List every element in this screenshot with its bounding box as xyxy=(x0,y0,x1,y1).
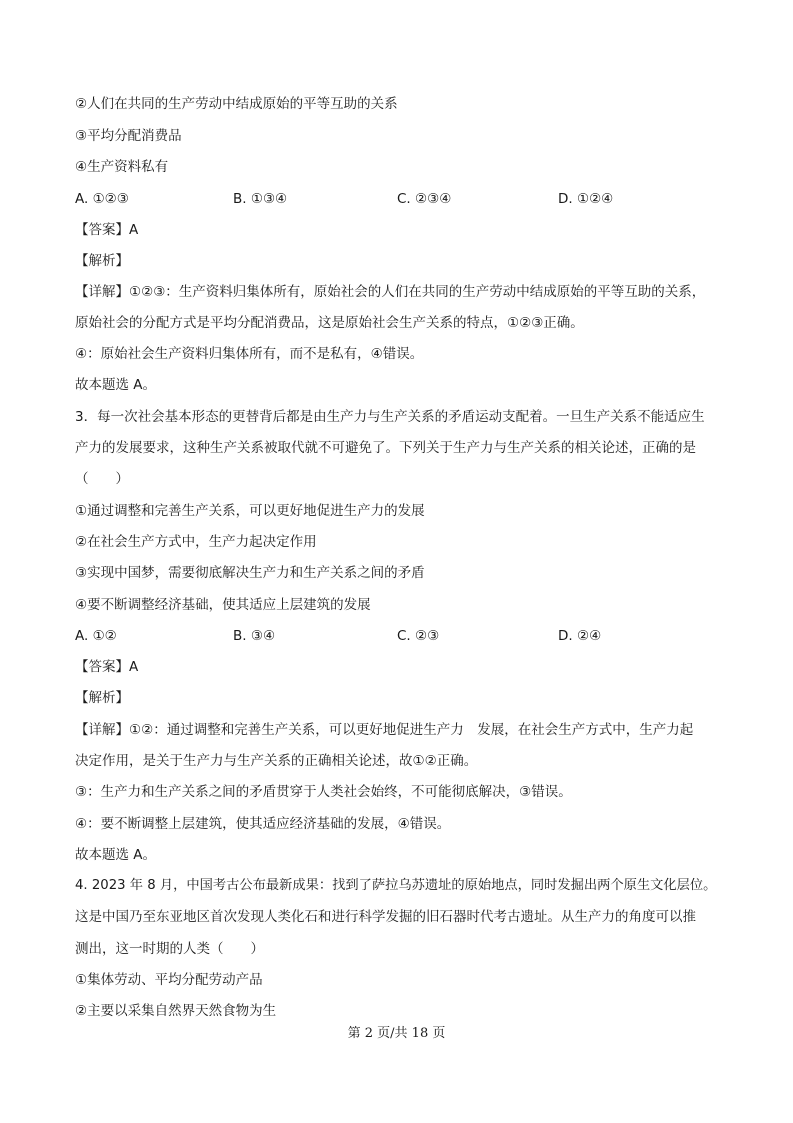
option-a: A. ①②③ xyxy=(75,191,129,207)
answer-label: 【答案】A xyxy=(75,222,139,238)
option-d: D. ②④ xyxy=(558,628,602,644)
analysis-label: 【解析】 xyxy=(75,690,129,706)
statement: ②主要以采集自然界天然食物为生 xyxy=(75,1003,277,1019)
question-4-stem: 测出，这一时期的人类（ ） xyxy=(75,941,264,957)
explanation: 【详解】①②③：生产资料归集体所有，原始社会的人们在共同的生产劳动中结成原始的平等互助的关系， xyxy=(75,284,706,300)
explanation: 决定作用，是关于生产力与生产关系的正确相关论述，故①②正确。 xyxy=(75,753,478,769)
conclusion: 故本题选 A。 xyxy=(75,847,157,863)
line: ②人们在共同的生产劳动中结成原始的平等互助的关系 xyxy=(75,96,398,112)
option-c: C. ②③④ xyxy=(397,191,452,207)
question-4-stem: 4. 2023 年 8 月，中国考古公布最新成果：找到了萨拉乌苏遗址的原始地点，同时发掘出两个原生文化层位。 xyxy=(75,878,717,893)
option-c: C. ②③ xyxy=(397,628,440,644)
explanation: 原始社会的分配方式是平均分配消费品，这是原始社会生产关系的特点，①②③正确。 xyxy=(75,315,584,331)
page-footer: 第 2 页/共 18 页 xyxy=(347,1026,446,1041)
option-d: D. ①②④ xyxy=(558,191,614,207)
line: ③平均分配消费品 xyxy=(75,128,182,144)
option-a: A. ①② xyxy=(75,628,117,644)
statement: ③实现中国梦，需要彻底解决生产力和生产关系之间的矛盾 xyxy=(75,565,425,581)
analysis-label: 【解析】 xyxy=(75,253,129,269)
explanation: ③：生产力和生产关系之间的矛盾贯穿于人类社会始终，不可能彻底解决，③错误。 xyxy=(75,784,572,800)
answer-label: 【答案】A xyxy=(75,659,139,675)
line: ④生产资料私有 xyxy=(75,159,169,175)
question-3-blank: （ ） xyxy=(75,471,129,487)
statement: ①集体劳动、平均分配劳动产品 xyxy=(75,972,263,988)
option-b: B. ③④ xyxy=(233,628,276,644)
question-3-stem: 产力的发展要求，这种生产关系被取代就不可避免了。下列关于生产力与生产关系的相关论述，正确的是 xyxy=(75,440,696,456)
statement: ①通过调整和完善生产关系，可以更好地促进生产力的发展 xyxy=(75,503,425,519)
statement: ②在社会生产方式中，生产力起决定作用 xyxy=(75,534,317,550)
option-b: B. ①③④ xyxy=(233,191,288,207)
conclusion: 故本题选 A。 xyxy=(75,377,157,393)
question-3-stem: 3．每一次社会基本形态的更替背后都是由生产力与生产关系的矛盾运动支配着。一旦生产关系不能适应生 xyxy=(75,409,705,425)
explanation: 【详解】①②：通过调整和完善生产关系，可以更好地促进生产力 发展，在社会生产方式中，生产力起 xyxy=(75,722,694,738)
question-4-stem: 这是中国乃至东亚地区首次发现人类化石和进行科学发掘的旧石器时代考古遗址。从生产力的角度可以推 xyxy=(75,909,696,925)
explanation: ④：要不断调整上层建筑，使其适应经济基础的发展，④错误。 xyxy=(75,816,451,832)
explanation: ④：原始社会生产资料归集体所有，而不是私有，④错误。 xyxy=(75,346,424,362)
statement: ④要不断调整经济基础，使其适应上层建筑的发展 xyxy=(75,597,371,613)
